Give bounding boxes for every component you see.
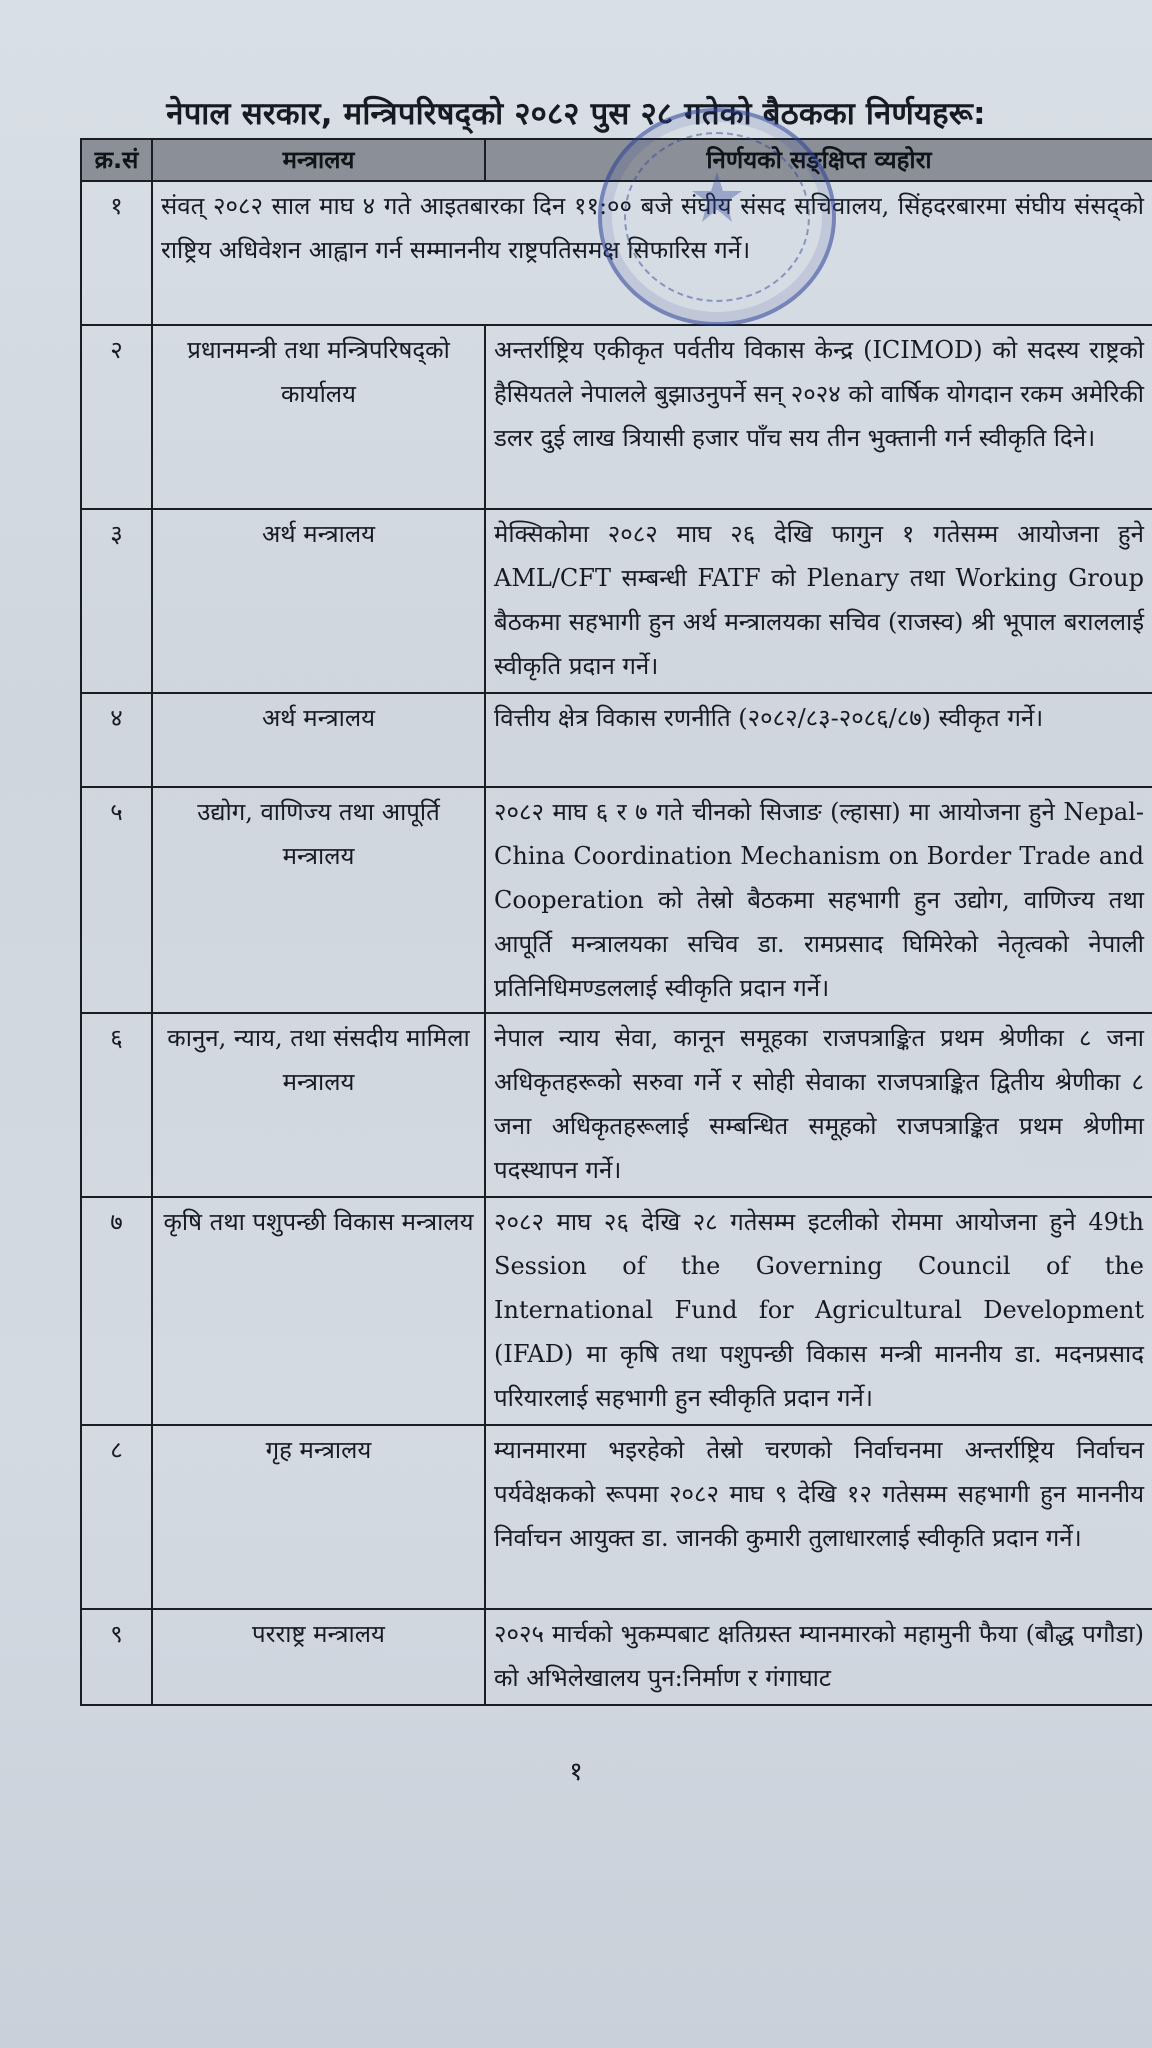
row-ministry: प्रधानमन्त्री तथा मन्त्रिपरिषद्को कार्यालय: [152, 325, 485, 509]
row-serial-number: ८: [81, 1425, 152, 1609]
row-decision-summary: २०२५ मार्चको भुकम्पबाट क्षतिग्रस्त म्यानमारको महामुनी फैया (बौद्ध पगौडा) को अभिलेखालय पुन:निर्माण र गंगाघाट: [485, 1609, 1152, 1705]
table-row: [81, 1425, 1152, 1609]
header-ministry: मन्त्रालय: [152, 139, 485, 181]
row-decision-summary: संवत् २०८२ साल माघ ४ गते आइतबारका दिन ११:०० बजे संघीय संसद सचिवालय, सिंहदरबारमा संघीय संसद्को राष्ट्रिय अधिवेशन आह्वान गर्न सम्माननीय राष्ट्रपतिसमक्ष सिफारिस गर्ने।: [152, 181, 1152, 325]
row-decision-summary: वित्तीय क्षेत्र विकास रणनीति (२०८२/८३-२०८६/८७) स्वीकृत गर्ने।: [485, 693, 1152, 787]
row-serial-number: ३: [81, 509, 152, 693]
row-decision-summary: मेक्सिकोमा २०८२ माघ २६ देखि फागुन १ गतेसम्म आयोजना हुने AML/CFT सम्बन्धी FATF को Plenary तथा Working Group बैठकमा सहभागी हुन अर्थ मन्त्रालयका सचिव (राजस्व) श्री भूपाल बराललाई स्वीकृति प्रदान गर्ने।: [485, 509, 1152, 693]
row-ministry: गृह मन्त्रालय: [152, 1425, 485, 1609]
table-row: [81, 509, 1152, 693]
row-ministry: कानुन, न्याय, तथा संसदीय मामिला मन्त्रालय: [152, 1013, 485, 1197]
row-ministry: अर्थ मन्त्रालय: [152, 693, 485, 787]
row-serial-number: १: [81, 181, 152, 325]
table-row: [81, 325, 1152, 509]
header-decision-summary: निर्णयको सङ्क्षिप्त व्यहोरा: [485, 139, 1152, 181]
row-serial-number: ५: [81, 787, 152, 1013]
table-row: [81, 181, 1152, 325]
header-serial-number: क्र.सं: [81, 139, 152, 181]
row-ministry: परराष्ट्र मन्त्रालय: [152, 1609, 485, 1705]
table-row: [81, 1013, 1152, 1197]
table-row: [81, 1609, 1152, 1705]
table-header-row: [81, 139, 1152, 181]
row-ministry: उद्योग, वाणिज्य तथा आपूर्ति मन्त्रालय: [152, 787, 485, 1013]
table-row: [81, 693, 1152, 787]
row-serial-number: ७: [81, 1197, 152, 1425]
decisions-table: [80, 138, 1152, 1706]
row-decision-summary: अन्तर्राष्ट्रिय एकीकृत पर्वतीय विकास केन्द्र (ICIMOD) को सदस्य राष्ट्रको हैसियतले नेपालले बुझाउनुपर्ने सन् २०२४ को वार्षिक योगदान रकम अमेरिकी डलर दुई लाख त्रियासी हजार पाँच सय तीन भुक्तानी गर्न स्वीकृति दिने।: [485, 325, 1152, 509]
table-row: [81, 1197, 1152, 1425]
page-number: १: [569, 1757, 583, 1787]
document-title: नेपाल सरकार, मन्त्रिपरिषद्को २०८२ पुस २८ गतेको बैठकका निर्णयहरू:: [166, 96, 986, 132]
table-row: [81, 787, 1152, 1013]
row-decision-summary: म्यानमारमा भइरहेको तेस्रो चरणको निर्वाचनमा अन्तर्राष्ट्रिय निर्वाचन पर्यवेक्षकको रूपमा २०८२ माघ ९ देखि १२ गतेसम्म सहभागी हुन माननीय निर्वाचन आयुक्त डा. जानकी कुमारी तुलाधारलाई स्वीकृति प्रदान गर्ने।: [485, 1425, 1152, 1609]
row-ministry: अर्थ मन्त्रालय: [152, 509, 485, 693]
row-decision-summary: २०८२ माघ ६ र ७ गते चीनको सिजाङ (ल्हासा) मा आयोजना हुने Nepal-China Coordination Mechanism on Border Trade and Cooperation को तेस्रो बैठकमा सहभागी हुन उद्योग, वाणिज्य तथा आपूर्ति मन्त्रालयका सचिव डा. रामप्रसाद घिमिरेको नेतृत्वको नेपाली प्रतिनिधिमण्डललाई स्वीकृति प्रदान गर्ने।: [485, 787, 1152, 1013]
row-serial-number: २: [81, 325, 152, 509]
row-serial-number: ४: [81, 693, 152, 787]
row-serial-number: ६: [81, 1013, 152, 1197]
row-decision-summary: नेपाल न्याय सेवा, कानून समूहका राजपत्राङ्कित प्रथम श्रेणीका ८ जना अधिकृतहरूको सरुवा गर्ने र सोही सेवाका राजपत्राङ्कित द्वितीय श्रेणीका ८ जना अधिकृतहरूलाई सम्बन्धित समूहको राजपत्राङ्कित प्रथम श्रेणीमा पदस्थापन गर्ने।: [485, 1013, 1152, 1197]
row-serial-number: ९: [81, 1609, 152, 1705]
row-ministry: कृषि तथा पशुपन्छी विकास मन्त्रालय: [152, 1197, 485, 1425]
row-decision-summary: २०८२ माघ २६ देखि २८ गतेसम्म इटलीको रोममा आयोजना हुने 49th Session of the Governing Council of the International Fund for Agricultural Development (IFAD) मा कृषि तथा पशुपन्छी विकास मन्त्री माननीय डा. मदनप्रसाद परियारलाई सहभागी हुन स्वीकृति प्रदान गर्ने।: [485, 1197, 1152, 1425]
